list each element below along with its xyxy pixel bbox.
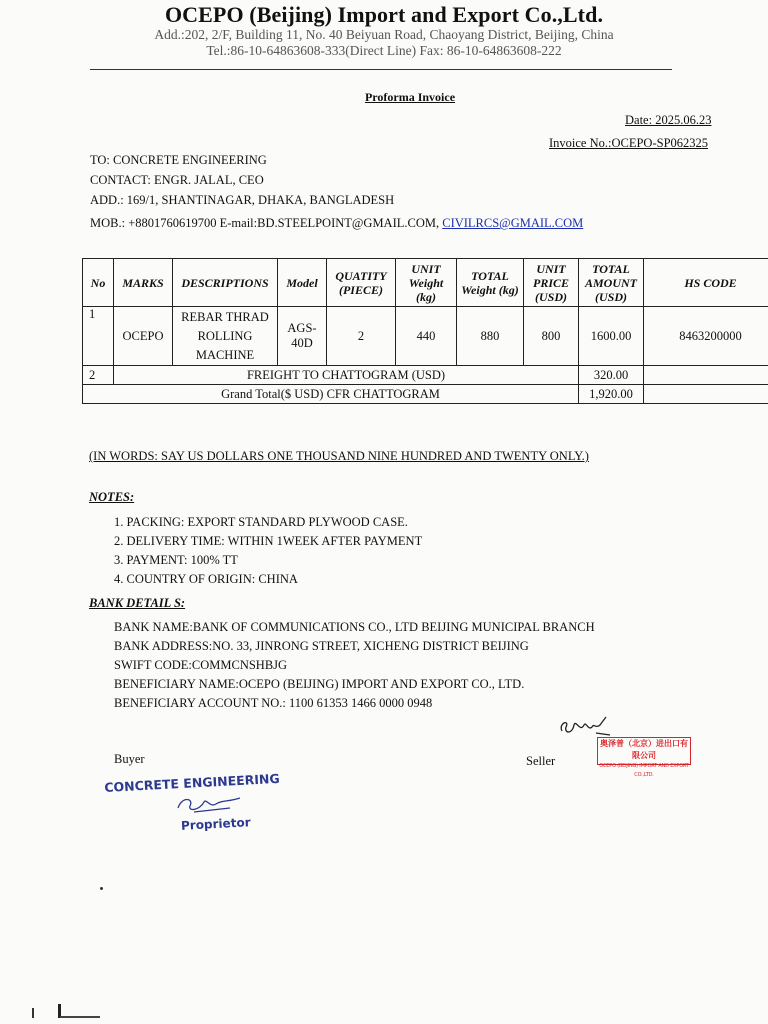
col-hs-code: HS CODE bbox=[644, 259, 768, 307]
freight-row bbox=[83, 366, 768, 385]
seller-stamp-line1: 奥泽普（北京）进出口有限公司 bbox=[600, 739, 688, 760]
company-tel-fax: Tel.:86-10-64863608-333(Direct Line) Fax: 86-10-64863608-222 bbox=[206, 43, 562, 58]
freight-no: 2 bbox=[83, 366, 114, 385]
company-name: OCEPO (Beijing) Import and Export Co.,Ltd. bbox=[164, 2, 604, 27]
invoice-date: Date: 2025.06.23 bbox=[625, 113, 712, 127]
col-unit-weight: UNIT Weight (kg) bbox=[396, 259, 457, 307]
scan-speck bbox=[60, 1016, 100, 1018]
beneficiary-name: BENEFICIARY NAME:OCEPO (BEIJING) IMPORT AND EXPORT CO., LTD. bbox=[114, 677, 525, 691]
recipient-contact: CONTACT: ENGR. JALAL, CEO bbox=[90, 173, 264, 187]
note-item: 4. COUNTRY OF ORIGIN: CHINA bbox=[114, 572, 298, 586]
item-unit-weight: 440 bbox=[396, 307, 457, 366]
item-hs-code: 8463200000 bbox=[644, 307, 768, 366]
document-title: Proforma Invoice bbox=[364, 90, 456, 104]
bank-heading: BANK DETAIL S: bbox=[89, 596, 186, 610]
note-item: 3. PAYMENT: 100% TT bbox=[114, 553, 238, 567]
recipient-address: ADD.: 169/1, SHANTINAGAR, DHAKA, BANGLADESH bbox=[90, 193, 395, 207]
col-total-amount: TOTAL AMOUNT (USD) bbox=[579, 259, 644, 307]
col-no: No bbox=[83, 259, 114, 307]
item-total-amount: 1600.00 bbox=[579, 307, 644, 366]
header-divider bbox=[90, 69, 672, 70]
item-total-weight: 880 bbox=[457, 307, 524, 366]
freight-hs-empty bbox=[644, 366, 768, 385]
col-marks: MARKS bbox=[114, 259, 173, 307]
beneficiary-account: BENEFICIARY ACCOUNT NO.: 1100 61353 1466 0000 0948 bbox=[114, 696, 433, 710]
item-unit-price: 800 bbox=[524, 307, 579, 366]
item-description: REBAR THRAD ROLLING MACHINE bbox=[173, 307, 278, 366]
recipient-mob-email bbox=[90, 216, 583, 231]
recipient-email-link[interactable]: CIVILRCS@GMAIL.COM bbox=[442, 216, 584, 230]
col-total-weight: TOTAL Weight (kg) bbox=[457, 259, 524, 307]
freight-label: FREIGHT TO CHATTOGRAM (USD) bbox=[114, 366, 579, 385]
freight-amount: 320.00 bbox=[579, 366, 644, 385]
grand-total-amount: 1,920.00 bbox=[579, 385, 644, 404]
col-descriptions: DESCRIPTIONS bbox=[173, 259, 278, 307]
seller-label: Seller bbox=[526, 754, 556, 768]
buyer-title: Proprietor bbox=[180, 815, 251, 833]
recipient-to: TO: CONCRETE ENGINEERING bbox=[90, 153, 267, 167]
amount-in-words: (IN WORDS: SAY US DOLLARS ONE THOUSAND NINE HUNDRED AND TWENTY ONLY.) bbox=[89, 449, 589, 463]
grand-total-row bbox=[83, 385, 768, 404]
scan-speck bbox=[100, 887, 103, 890]
scan-speck bbox=[32, 1008, 34, 1018]
item-quantity: 2 bbox=[327, 307, 396, 366]
item-marks: OCEPO bbox=[114, 307, 173, 366]
grand-total-hs-empty bbox=[644, 385, 768, 404]
note-item: 2. DELIVERY TIME: WITHIN 1WEEK AFTER PAYMENT bbox=[114, 534, 423, 548]
table-row bbox=[83, 307, 768, 366]
swift-code: SWIFT CODE:COMMCNSHBJG bbox=[114, 658, 288, 672]
invoice-number: Invoice No.:OCEPO-SP062325 bbox=[549, 136, 709, 150]
bank-address: BANK ADDRESS:NO. 33, JINRONG STREET, XICHENG DISTRICT BEIJING bbox=[114, 639, 529, 653]
grand-total-label: Grand Total($ USD) CFR CHATTOGRAM bbox=[83, 385, 579, 404]
company-address: Add.:202, 2/F, Building 11, No. 40 Beiyuan Road, Chaoyang District, Beijing, China bbox=[154, 27, 614, 42]
notes-heading: NOTES: bbox=[89, 490, 135, 504]
recipient-mob-email-text: MOB.: +8801760619700 E-mail:BD.STEELPOINT@GMAIL.COM, bbox=[90, 216, 443, 230]
seller-company-stamp bbox=[597, 737, 691, 778]
bank-name: BANK NAME:BANK OF COMMUNICATIONS CO., LTD BEIJING MUNICIPAL BRANCH bbox=[114, 620, 595, 634]
buyer-label: Buyer bbox=[114, 752, 145, 766]
note-item: 1. PACKING: EXPORT STANDARD PLYWOOD CASE. bbox=[114, 515, 408, 529]
col-model: Model bbox=[278, 259, 327, 307]
buyer-company-stamp: CONCRETE ENGINEERING bbox=[104, 770, 281, 795]
invoice-table bbox=[82, 258, 768, 404]
table-header-row bbox=[83, 259, 768, 307]
item-no: 1 bbox=[83, 307, 114, 366]
col-unit-price: UNIT PRICE (USD) bbox=[524, 259, 579, 307]
seller-stamp-line2: OCEPO (BEIJING) IMPORT AND EXPORT CO.,LTD. bbox=[599, 763, 689, 778]
col-quantity: QUATITY (PIECE) bbox=[327, 259, 396, 307]
item-model: AGS-40D bbox=[278, 307, 327, 366]
